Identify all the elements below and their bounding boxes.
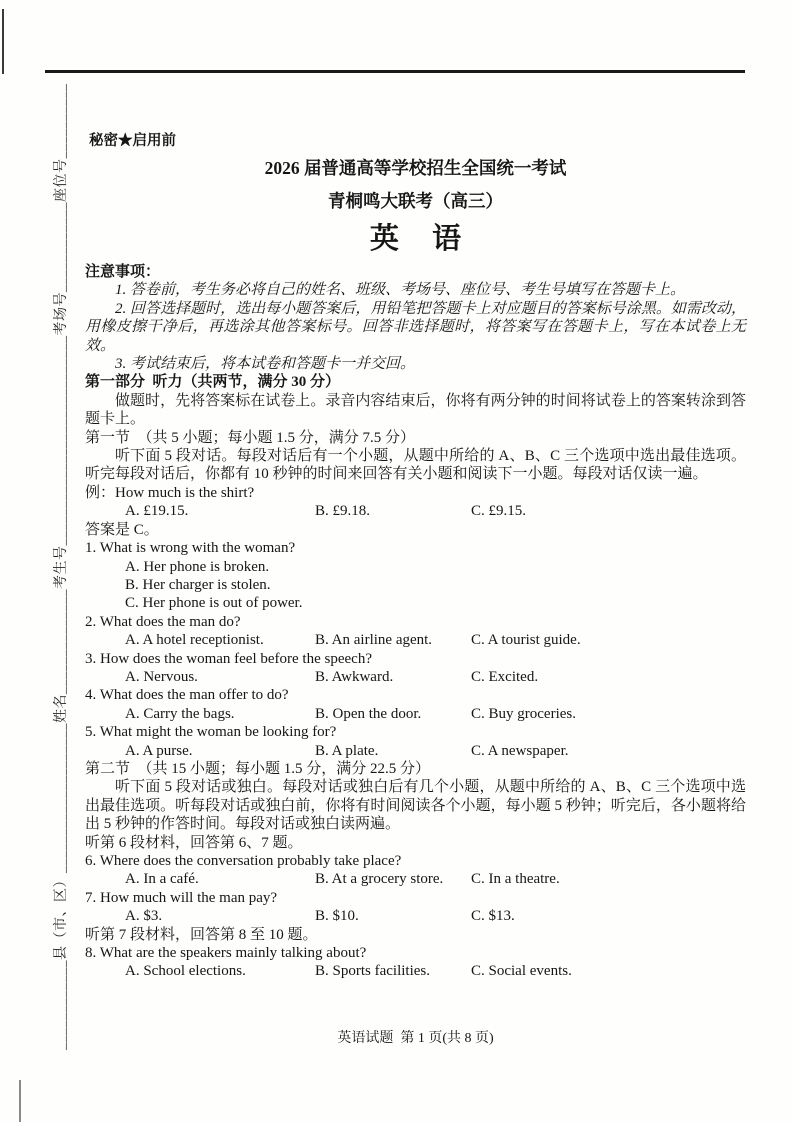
question-6-option-a: A. In a café.	[125, 871, 199, 888]
question-3-text: 3. How does the woman feel before the speech?	[85, 650, 372, 667]
question-7-option-b: B. $10.	[315, 908, 359, 925]
question-2-option-a: A. A hotel receptionist.	[125, 632, 264, 649]
notice-item-3: 3. 考试结束后，将本试卷和答题卡一并交回。	[115, 356, 416, 373]
question-8-options-row	[85, 962, 746, 980]
question-1-option-c: C. Her phone is out of power.	[125, 595, 303, 612]
question-4-text: 4. What does the man offer to do?	[85, 687, 289, 704]
example-option-a: A. £19.15.	[125, 503, 189, 520]
question-6-options-row	[85, 870, 746, 888]
confidential-label: 秘密★启用前	[89, 133, 176, 149]
exam-subtitle: 青桐鸣大联考（高三）	[328, 191, 503, 211]
section2-instructions: 听下面 5 段对话或独白。每段对话或独白后有几个小题，从题中所给的 A、B、C 三个选项中选出最佳选项。听每段对话或独白前，你将有时间阅读各个小题，每小题 5 秒钟；听完后，各小题将给出 5 秒钟的作答时间。每段对话或独白读两遍。	[85, 779, 746, 833]
question-3-option-a: A. Nervous.	[125, 668, 198, 685]
question-4-option-b: B. Open the door.	[315, 705, 422, 722]
exam-title: 2026 届普通高等学校招生全国统一考试	[264, 158, 567, 178]
part1-heading: 第一部分 听力（共两节，满分 30 分）	[85, 374, 341, 391]
paper-body	[85, 263, 746, 981]
question-8-option-b: B. Sports facilities.	[315, 963, 430, 980]
part1-intro: 做题时，先将答案标在试卷上。录音内容结束后，你将有两分钟的时间将试卷上的答案转涂到答题卡上。	[85, 392, 746, 428]
question-1-option-a: A. Her phone is broken.	[125, 558, 270, 575]
question-2-options-row	[85, 631, 746, 649]
question-4-options-row	[85, 705, 746, 723]
section2-heading: 第二节 （共 15 小题；每小题 1.5 分，满分 22.5 分）	[85, 760, 431, 777]
question-3-option-b: B. Awkward.	[315, 668, 394, 685]
question-4-option-c: C. Buy groceries.	[471, 705, 576, 722]
question-8-text: 8. What are the speakers mainly talking about?	[85, 945, 367, 962]
question-3-options-row	[85, 668, 746, 686]
question-5-option-a: A. A purse.	[125, 742, 193, 759]
top-divider-rule	[45, 70, 745, 73]
question-2-option-b: B. An airline agent.	[315, 632, 433, 649]
question-7-options-row	[85, 907, 746, 925]
footer-page-number: 英语试题 第 1 页(共 8 页)	[337, 1031, 494, 1046]
question-6-text: 6. Where does the conversation probably take place?	[85, 853, 402, 869]
example-options-row	[85, 502, 746, 520]
example-answer: 答案是 C。	[85, 521, 159, 538]
question-2-text: 2. What does the man do?	[85, 613, 241, 630]
question-7-option-a: A. $3.	[125, 908, 163, 925]
subject-title: 英 语	[369, 223, 462, 255]
question-5-option-c: C. A newspaper.	[471, 742, 569, 759]
seal-line-fields: ____________县（市、区）____________________姓名______________考生号____________________________考场号____________座位号__________	[54, 83, 69, 1050]
section1-instructions: 听下面 5 段对话。每段对话后有一个小题，从题中所给的 A、B、C 三个选项中选出最佳选项。听完每段对话后，你都有 10 秒钟的时间来回答有关小题和阅读下一小题。每段对话仅读一遍。	[85, 448, 746, 483]
question-6-option-b: B. At a grocery store.	[315, 871, 444, 888]
notice-item-2: 2. 回答选择题时，选出每小题答案后，用铅笔把答题卡上对应题目的答案标号涂黑。如需改动，用橡皮擦干净后，再选涂其他答案标号。回答非选择题时，将答案写在答题卡上，写在本试卷上无效。	[85, 300, 746, 354]
material-note-6: 听第 6 段材料，回答第 6、7 题。	[85, 834, 303, 851]
question-7-option-c: C. $13.	[471, 908, 515, 925]
question-5-options-row	[85, 742, 746, 760]
question-3-option-c: C. Excited.	[471, 668, 539, 685]
example-option-c: C. £9.15.	[471, 503, 527, 520]
question-1-option-b: B. Her charger is stolen.	[125, 576, 271, 593]
notice-item-1: 1. 答卷前，考生务必将自己的姓名、班级、考场号、座位号、考生号填写在答题卡上。	[115, 282, 686, 299]
notices-heading: 注意事项：	[85, 264, 161, 280]
seal-line-strip	[40, 83, 84, 1050]
question-2-option-c: C. A tourist guide.	[471, 632, 581, 649]
scan-edge-artifact-bottom	[19, 1080, 21, 1122]
question-8-option-a: A. School elections.	[125, 963, 246, 980]
question-4-option-a: A. Carry the bags.	[125, 705, 235, 722]
material-note-7: 听第 7 段材料，回答第 8 至 10 题。	[85, 926, 318, 943]
question-7-text: 7. How much will the man pay?	[85, 889, 278, 906]
question-5-option-b: B. A plate.	[315, 742, 379, 759]
question-1-text: 1. What is wrong with the woman?	[85, 540, 296, 557]
question-6-option-c: C. In a theatre.	[471, 871, 560, 888]
section1-heading: 第一节 （共 5 小题；每小题 1.5 分，满分 7.5 分）	[85, 429, 416, 446]
question-8-option-c: C. Social events.	[471, 963, 572, 980]
example-option-b: B. £9.18.	[315, 503, 371, 520]
question-5-text: 5. What might the woman be looking for?	[85, 724, 337, 741]
scan-edge-artifact-top	[2, 9, 4, 74]
example-prompt: 例：How much is the shirt?	[85, 484, 255, 501]
